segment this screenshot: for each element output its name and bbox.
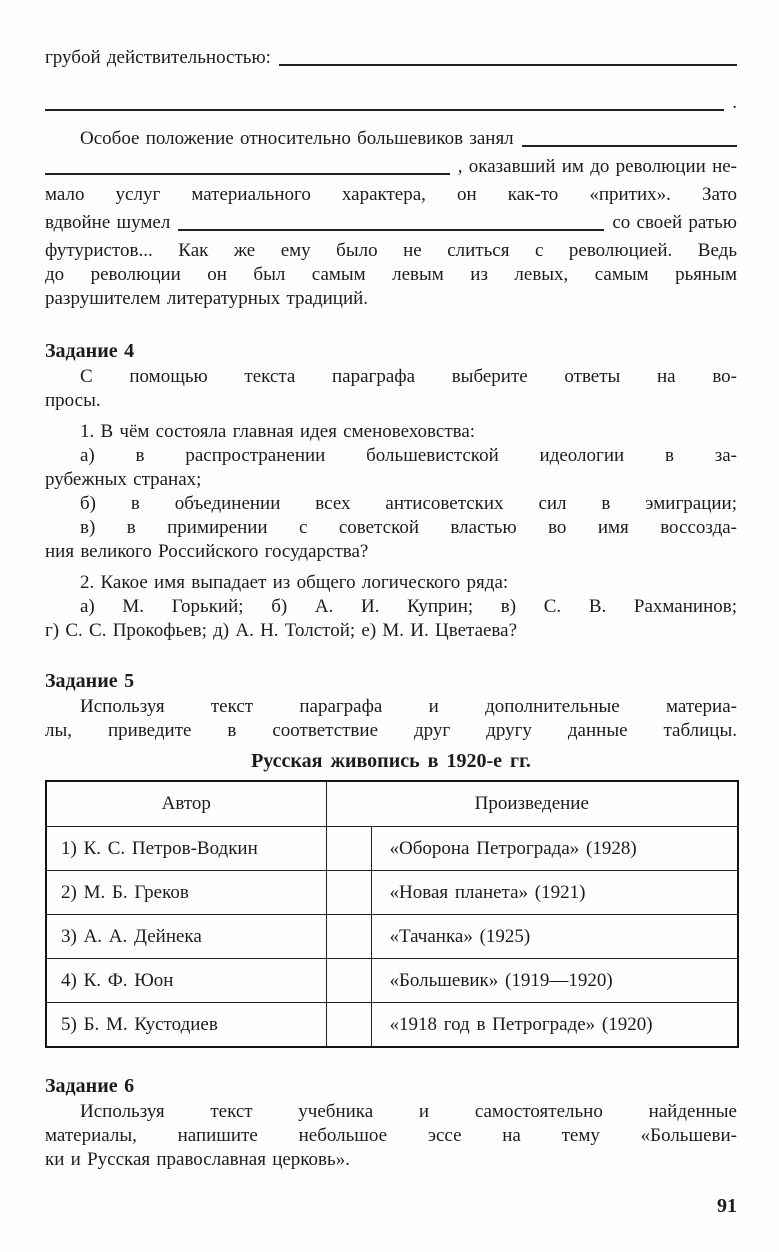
fill-line-1 <box>45 46 737 70</box>
work-cell: «Тачанка» (1925) <box>371 915 738 959</box>
table-header-author: Автор <box>46 781 326 827</box>
work-cell: «Оборона Петрограда» (1928) <box>371 827 738 871</box>
page-number: 91 <box>717 1195 737 1217</box>
work-cell: «Большевик» (1919—1920) <box>371 959 738 1003</box>
task5-intro-line: лы, приведите в соответствие друг другу данные таблицы. <box>45 720 737 741</box>
task4-intro-line: просы. <box>45 390 101 411</box>
task4-question-2 <box>45 571 737 643</box>
answer-blank <box>279 64 737 66</box>
option-line: а) в распространении большевистской идеологии в за- <box>80 445 737 466</box>
answer-blank <box>522 145 737 147</box>
option-line: б) в объединении всех антисоветских сил в эмиграции; <box>80 493 737 514</box>
answer-cell <box>326 871 371 915</box>
task6-line: Используя текст учебника и самостоятельно найденные <box>80 1101 737 1122</box>
table-row <box>46 827 738 871</box>
answer-cell <box>326 1003 371 1048</box>
table-row <box>46 915 738 959</box>
answer-blank <box>178 229 604 231</box>
fill-line-2 <box>45 91 737 115</box>
option-line: а) М. Горький; б) А. И. Куприн; в) С. В. Рахманинов; <box>80 596 737 617</box>
table-row <box>46 871 738 915</box>
option-line: ния великого Российского государства? <box>45 541 369 562</box>
option-line: в) в примирении с советской властью во имя воссозда- <box>80 517 737 538</box>
paragraph-text: мало услуг материального характера, он как-то «притих». Зато <box>45 184 737 205</box>
paragraph-line <box>45 207 737 239</box>
answer-cell <box>326 827 371 871</box>
author-cell: 3) А. А. Дейнека <box>46 915 326 959</box>
table-title: Русская живопись в 1920-е гг. <box>251 750 531 772</box>
answer-cell <box>326 915 371 959</box>
task4-title: Задание 4 <box>45 340 135 362</box>
option-line: г) С. С. Прокофьев; д) А. Н. Толстой; е) М. И. Цветаева? <box>45 620 518 641</box>
paragraph-line <box>45 151 737 183</box>
paragraph-text: , оказавший им до революции не- <box>457 156 737 177</box>
work-cell: «1918 год в Петрограде» (1920) <box>371 1003 738 1048</box>
task5-intro-line: Используя текст параграфа и дополнительные материа- <box>80 696 737 717</box>
task4-question-1 <box>45 420 737 564</box>
task6-line: материалы, напишите небольшое эссе на тему «Большеви- <box>45 1125 737 1146</box>
paragraph-text: до революции он был самым левым из левых, самым рьяным <box>45 264 737 285</box>
answer-blank <box>45 109 724 111</box>
table-header-work: Произведение <box>326 781 738 827</box>
task5-title: Задание 5 <box>45 670 135 692</box>
table-header-row <box>46 781 738 827</box>
paragraph-line <box>45 127 737 151</box>
fill-line-1-label: грубой действительностью: <box>45 47 271 68</box>
painting-matching-table <box>45 780 739 1048</box>
author-cell: 2) М. Б. Греков <box>46 871 326 915</box>
paragraph-text: разрушителем литературных традиций. <box>45 288 369 309</box>
paragraph-text: Особое положение относительно большевиков занял <box>80 128 514 149</box>
paragraph-text: со своей ратью <box>612 212 737 233</box>
author-cell: 5) Б. М. Кустодиев <box>46 1003 326 1048</box>
work-cell: «Новая планета» (1921) <box>371 871 738 915</box>
answer-cell <box>326 959 371 1003</box>
answer-blank <box>45 173 450 175</box>
table-row <box>46 959 738 1003</box>
task6-line: ки и Русская православная церковь». <box>45 1149 350 1170</box>
paragraph-text: вдвойне шумел <box>45 212 171 233</box>
option-line: рубежных странах; <box>45 469 202 490</box>
paragraph-text: футуристов... Как же ему было не слиться с революцией. Ведь <box>45 240 737 261</box>
table-row <box>46 1003 738 1048</box>
question-line: 1. В чём состояла главная идея сменовеховства: <box>80 421 476 442</box>
task4-intro-line: С помощью текста параграфа выберите ответы на во- <box>80 366 737 387</box>
author-cell: 1) К. С. Петров-Водкин <box>46 827 326 871</box>
fill-line-2-period: . <box>732 92 737 113</box>
author-cell: 4) К. Ф. Юон <box>46 959 326 1003</box>
question-line: 2. Какое имя выпадает из общего логического ряда: <box>80 572 509 593</box>
task6-title: Задание 6 <box>45 1075 135 1097</box>
